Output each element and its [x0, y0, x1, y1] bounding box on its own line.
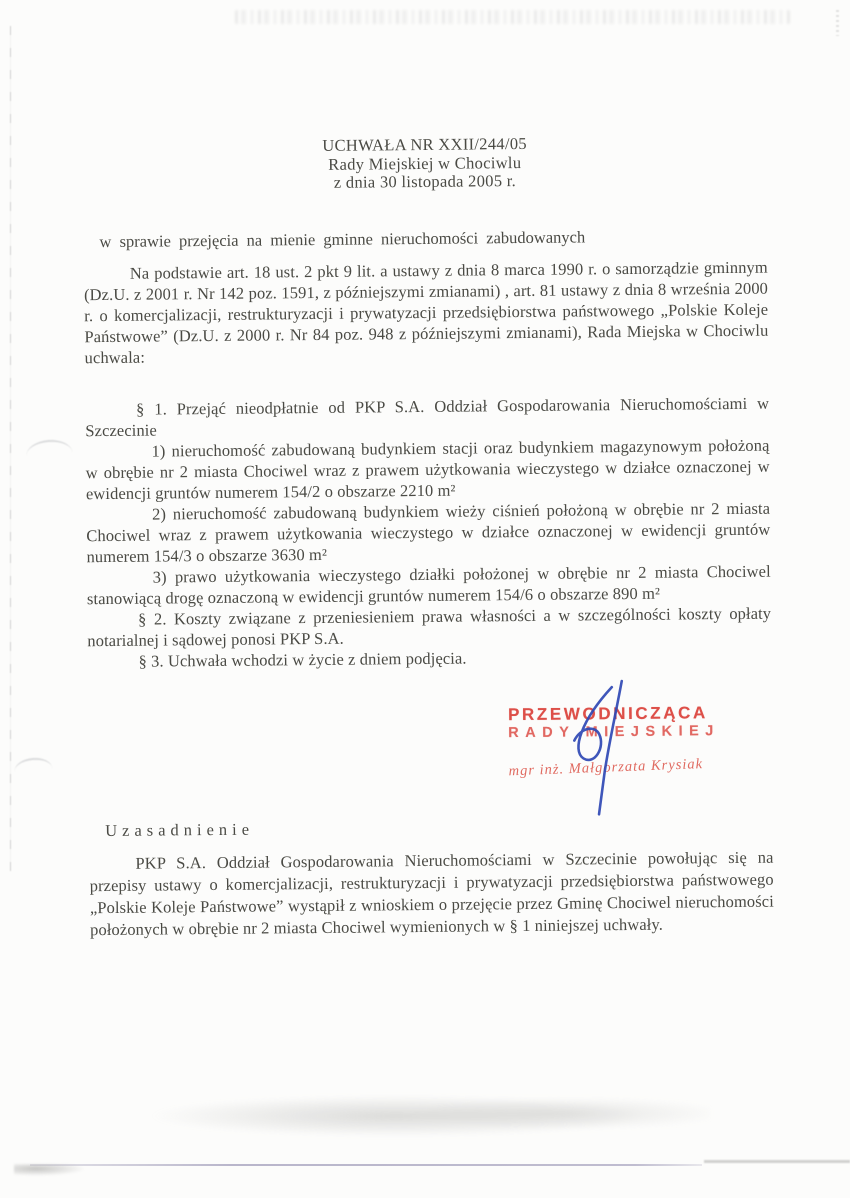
- resolution-subject: w sprawie przejęcia na mienie gminne nieruchomości zabudowanych: [99, 227, 586, 252]
- section-3-paragraph: § 3. Uchwała wchodzi w życie z dniem podjęcia.: [138, 648, 467, 671]
- stamp-title-line-2: RADY MIEJSKIEJ: [508, 723, 720, 742]
- section-1-item-2: 2) nieruchomość zabudowaną budynkiem wieży ciśnień położoną w obrębie nr 2 miasta Chociwel wraz z prawem użytkowania wieczystego w działce oznaczonej w ewidencji gruntów numerem 154/3 o obszarze 3630 m²: [86, 498, 771, 567]
- stamp-title-line-1: PRZEWODNICZĄCA: [507, 703, 708, 725]
- resolution-authority: Rady Miejskiej w Chociwlu: [328, 152, 522, 174]
- legal-preamble: Na podstawie art. 18 ust. 2 pkt 9 lit. a ustawy z dnia 8 marca 1990 r. o samorządzie gminnym (Dz.U. z 2001 r. Nr 142 poz. 1591, z późniejszymi zmianami) , art. 81 ustawy z dnia 8 września 2000 r. o komercjalizacji, restrukturyzacji i prywatyzacji przedsiębiorstwa państwowego „Polskie Koleje Państwowe” (Dz.U. z 2000 r. Nr 84 poz. 948 z późniejszymi zmianami), Rada Miejska w Chociwlu uchwala:: [83, 257, 769, 368]
- resolution-date: z dnia 30 listopada 2005 r.: [333, 171, 517, 192]
- resolution-number: UCHWAŁA NR XXII/244/05: [322, 133, 527, 155]
- justification-heading: Uzasadnienie: [105, 819, 255, 841]
- resolution-sections: [85, 393, 772, 673]
- section-1-item-3: 3) prawo użytkowania wieczystego działki położonej w obrębie nr 2 miasta Chociwel stanowiącą drogę oznaczoną w ewidencji gruntów numerem 154/6 o obszarze 890 m²: [86, 561, 771, 609]
- section-1-intro: § 1. Przejąć nieodpłatnie od PKP S.A. Oddział Gospodarowania Nieruchomościami w Szczecinie: [85, 393, 770, 441]
- signature-ink: [550, 678, 671, 819]
- justification-paragraph: PKP S.A. Oddział Gospodarowania Nieruchomościami w Szczecinie powołując się na przepisy ustawy o komercjalizacji, restrukturyzacji i prywatyzacji przedsiębiorstwa państwowego „Polskie Koleje Państwowe” wystąpił z wnioskiem o przejęcie przez Gminę Chociwel nieruchomości położonych w obrębie nr 2 miasta Chociwel wymienionych w § 1 niniejszej uchwały.: [89, 847, 774, 940]
- section-2-paragraph: § 2. Koszty związane z przeniesieniem prawa własności a w szczególności koszty opłaty notarialnej i sądowej ponosi PKP S.A.: [87, 603, 772, 651]
- section-1-item-1: 1) nieruchomość zabudowaną budynkiem stacji oraz budynkiem magazynowym położoną w obrębie nr 2 miasta Chociwel wraz z prawem użytkowania wieczystego w działce oznaczonej w ewidencji gruntów numerem 154/2 o obszarze 2210 m²: [85, 435, 770, 504]
- resolution-title-block: [83, 133, 768, 195]
- signer-name: mgr inż. Małgorzata Krysiak: [508, 756, 704, 780]
